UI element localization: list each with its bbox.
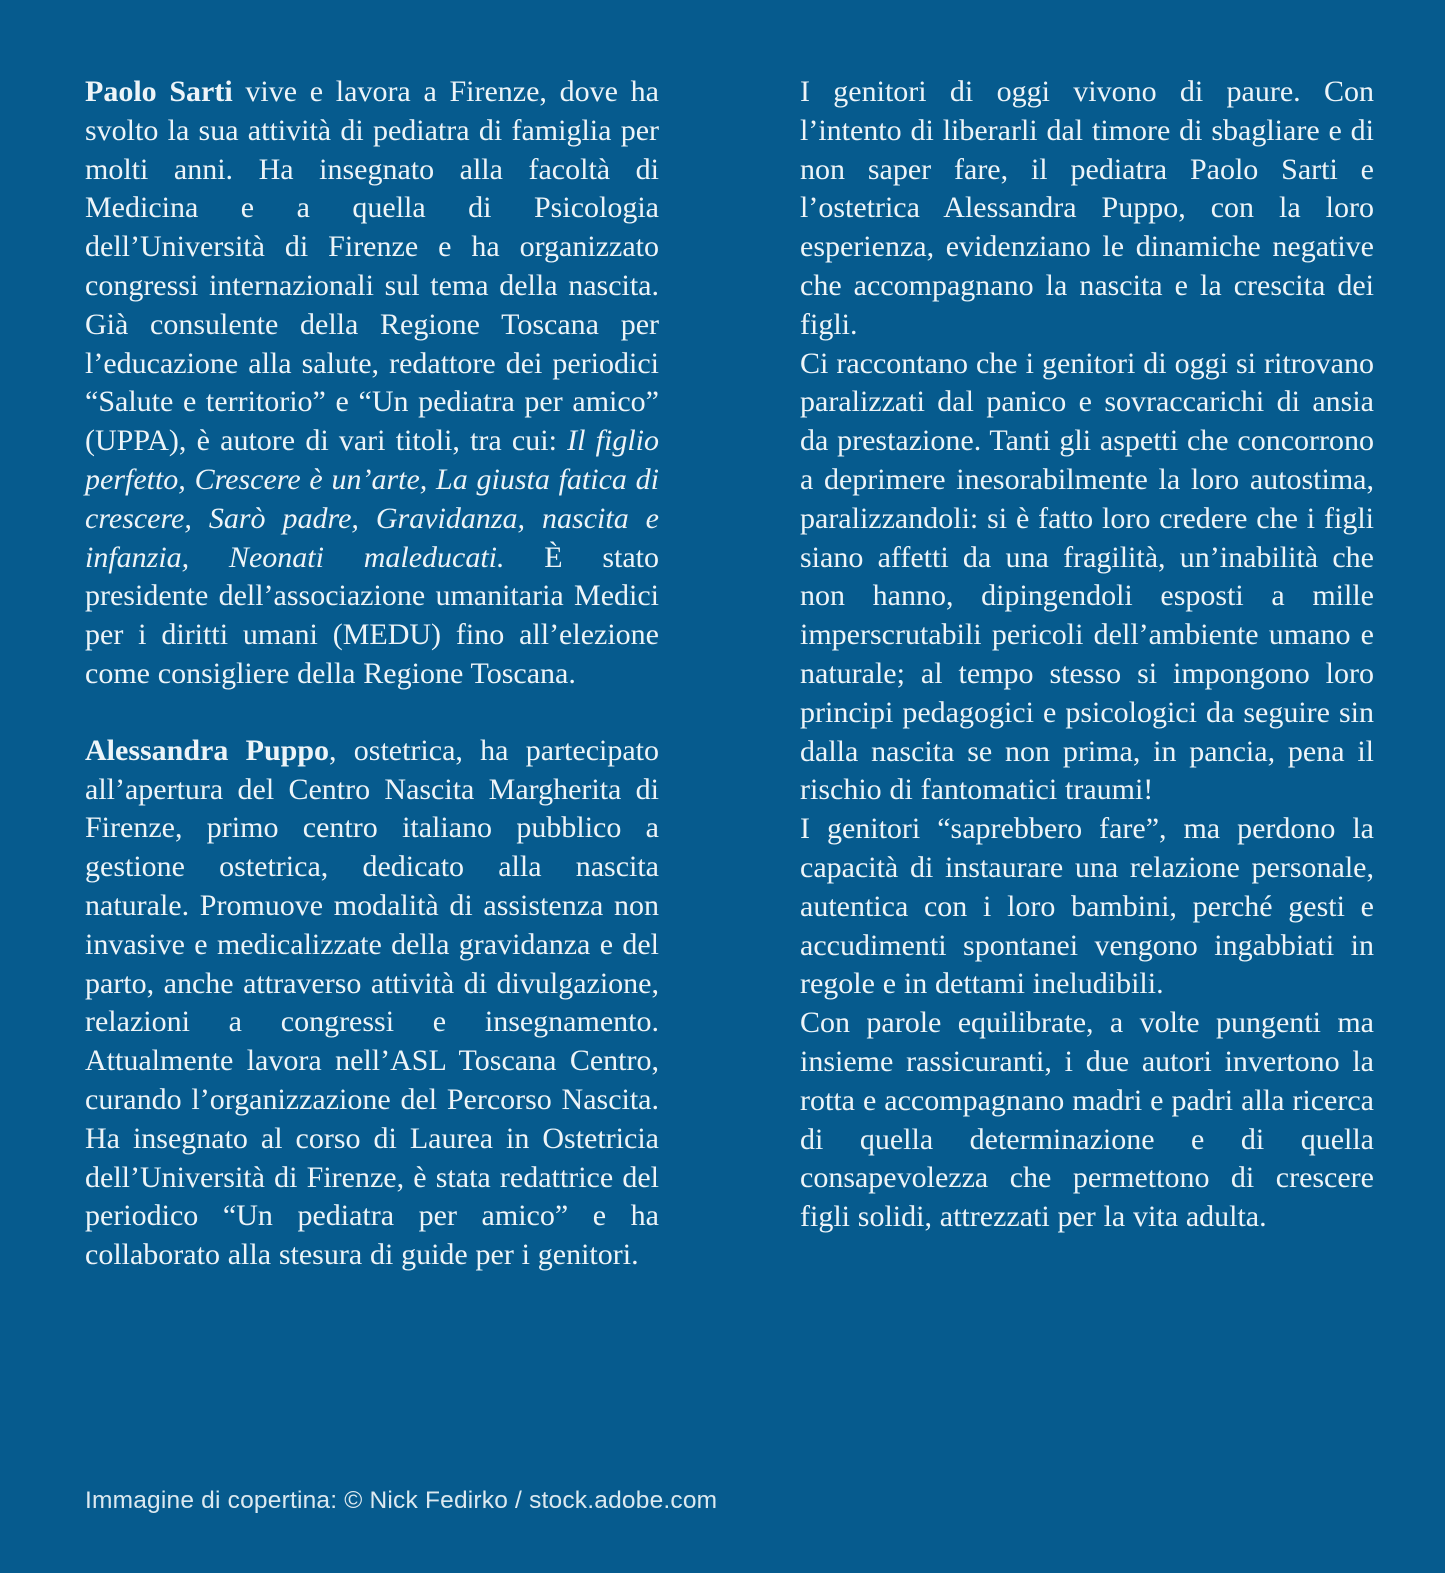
- paragraph: [800, 810, 1374, 1004]
- body-text: Ci raccontano che i genitori di oggi si ritrovano paralizzati dal panico e sovraccarichi di ansia da prestazione. Tanti gli aspetti che concorrono a deprimere inesorabilmente la loro autostima, paralizzandoli: si è fatto loro credere che i figli siano affetti da una fragilità, un’inabilità che non hanno, dipingendoli esposti a mille imperscrutabili pericoli dell’ambiente umano e naturale; al tempo stesso si impongono loro principi pedagogici e psicologici da seguire sin dalla nascita se non prima, in pancia, pena il rischio di fantomatici traumi!: [800, 346, 1374, 807]
- paragraph: [800, 73, 1374, 345]
- body-text: È stato presidente dell’associazione umanitaria Medici per i diritti umani (MEDU) fino all’elezione come consigliere della Regione Toscana.: [85, 540, 659, 690]
- paragraph: [85, 73, 659, 694]
- paragraph: [800, 1004, 1374, 1237]
- body-text: , ostetrica, ha partecipato all’apertura del Centro Nascita Margherita di Firenze, primo centro italiano pubblico a gestione ostetrica, dedicato alla nascita naturale. Promuove modalità di assistenza non invasive e medicalizzate della gravidanza e del parto, anche attraverso attività di divulgazione, relazioni a congressi e insegnamento. Attualmente lavora nell’ASL Toscana Centro, curando l’organizzazione del Percorso Nascita. Ha insegnato al corso di Laurea in Ostetricia dell’Università di Firenze, è stata redattrice del periodico “Un pediatra per amico” e ha collaborato alla stesura di guide per i genitori.: [85, 733, 659, 1272]
- body-text: vive e lavora a Firenze, dove ha svolto la sua attività di pediatra di famiglia per molti anni. Ha insegnato alla facoltà di Medicina e a quella di Psicologia dell’Università di Firenze e ha organizzato congressi internazionali sul tema della nascita. Già consulente della Regione Toscana per l’educazione alla salute, redattore dei periodici “Salute e territorio” e “Un pediatra per amico” (UPPA), è autore di vari titoli, tra cui:: [85, 75, 659, 458]
- body-text: I genitori “saprebbero fare”, ma perdono la capacità di instaurare una relazione personale, autentica con i loro bambini, perché gesti e accudimenti spontanei vengono ingabbiati in regole e in dettami ineludibili.: [800, 812, 1374, 1001]
- author-name: Alessandra Puppo: [85, 733, 329, 767]
- body-text: Con parole equilibrate, a volte pungenti ma insieme rassicuranti, i due autori invertono la rotta e accompagnano madri e padri alla ricerca di quella determinazione e di quella consapevolezza che permettono di crescere figli solidi, attrezzati per la vita adulta.: [800, 1006, 1374, 1234]
- body-text: I genitori di oggi vivono di paure. Con l’intento di liberarli dal timore di sbagliare e di non saper fare, il pediatra Paolo Sarti e l’ostetrica Alessandra Puppo, con la loro esperienza, evidenziano le dinamiche negative che accompagnano la nascita e la crescita dei figli.: [800, 75, 1374, 341]
- book-synopsis-column: [800, 73, 1374, 1275]
- author-bios-column: [85, 73, 659, 1275]
- paragraph: [800, 345, 1374, 811]
- author-name: Paolo Sarti: [85, 75, 233, 108]
- cover-image-credit: Immagine di copertina: © Nick Fedirko / stock.adobe.com: [85, 1487, 718, 1514]
- paragraph: [85, 732, 659, 1275]
- book-titles: Il figlio perfetto, Crescere è un’arte, La giusta fatica di crescere, Sarò padre, Gravidanza, nascita e infanzia, Neonati maleducati.: [85, 424, 659, 574]
